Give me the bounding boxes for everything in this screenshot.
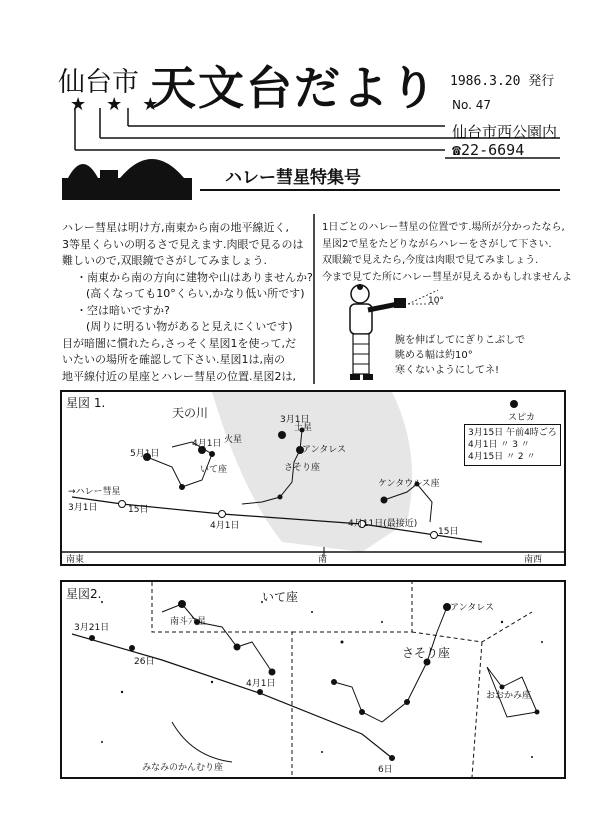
text-line: 今まで見てた所にハレー彗星が見えるかもしれませんよ (322, 271, 572, 283)
constellation-label: 南斗六星 (170, 617, 207, 627)
note-line: 寒くないようにしてネ! (395, 365, 500, 376)
time-row: 4月15日 〃 2 〃 (468, 452, 536, 462)
chart1-label: 星図 1. (66, 396, 106, 410)
text-line: いたいの場所を確認して下さい.星図1は,南の (62, 353, 285, 366)
constellation-label: ケンタウルス座 (378, 479, 440, 489)
date-label: 4月11日(最接近) (348, 519, 418, 529)
phone-number: ☎22-6694 (452, 141, 525, 159)
issue-date: 1986.3.20 発行 (450, 74, 555, 89)
location: 仙台市西公園内 (452, 123, 558, 141)
text-line: ・空は暗いですか? (76, 303, 170, 317)
text-line: (高くなっても10°くらい,かなり低い所です) (86, 287, 305, 300)
star-chart-2 (60, 580, 566, 779)
text-line: 目が暗闇に慣れたら,さっそく星図1を使って,だ (62, 336, 296, 350)
constellation-label: いて座 (200, 465, 228, 475)
constellation-label: いて座 (262, 590, 299, 604)
chart2-label: 星図2. (66, 587, 102, 601)
left-column (62, 220, 313, 385)
date-label: 4月1日 (192, 439, 222, 449)
constellation-label: みなみのかんむり座 (142, 763, 224, 773)
constellation-label: さそり座 (284, 463, 321, 473)
comet-label: →ハレー彗星 (68, 487, 121, 497)
date-label: 3月21日 (74, 623, 110, 633)
text-line: 難しいので,双眼鏡でさがしてみましょう. (62, 254, 267, 267)
text-line: ・南東から南の方向に建物や山はありませんか? (76, 270, 313, 284)
chart1-drawing (62, 392, 564, 564)
column-divider (312, 214, 316, 384)
special-issue-title: ハレー彗星特集号 (225, 168, 361, 188)
text-line: 3等星くらいの明るさで見えます.肉眼で見るのは (62, 237, 304, 251)
text-line: ハレー彗星は明け方,南東から南の地平線近く, (62, 221, 289, 234)
time-row: 3月15日 午前4時ごろ (468, 428, 557, 438)
date-label: 3月1日 (68, 503, 98, 513)
text-line: 星図2で星をたどりながらハレーをさがして下さい. (322, 238, 552, 250)
milky-way-label: 天の川 (172, 406, 209, 420)
constellation-label: さそり座 (402, 646, 451, 660)
text-line: 1日ごとのハレー彗星の位置です.場所が分かったなら, (322, 222, 565, 233)
star-label: アンタレス (302, 445, 347, 455)
date-label: 26日 (134, 657, 155, 667)
planet-label: 火星 (224, 435, 243, 445)
time-row: 4月1日 〃 3 〃 (468, 440, 530, 450)
issue-number: No. 47 (452, 98, 492, 112)
planet-label: 土星 (294, 423, 313, 433)
date-label: 4月1日 (210, 521, 240, 531)
city-name: 仙台市 (58, 67, 139, 98)
note-line: 腕を伸ばしてにぎりこぶしで (395, 335, 525, 346)
star-label: スピカ (508, 413, 536, 423)
direction-label: 南 (318, 555, 328, 565)
direction-label: 南東 (66, 555, 85, 565)
newsletter-title: 天文台だより (150, 61, 438, 115)
text-line: 双眼鏡で見えたら,今度は肉眼で見てみましょう. (322, 255, 539, 266)
star-chart-1 (60, 390, 566, 566)
date-label: 5月1日 (130, 449, 160, 459)
header-stars: ★★★ (70, 94, 179, 115)
observatory-icon (62, 159, 192, 200)
date-label: 15日 (438, 527, 459, 537)
text-line: (周りに明るい物があると見えにくいです) (86, 320, 293, 333)
figure-note (395, 333, 525, 378)
date-label: 6日 (378, 765, 393, 775)
text-line: 地平線付近の星座とハレー彗星の位置.星図2は, (62, 369, 296, 383)
angle-label: 10° (428, 296, 444, 306)
star-label: アンタレス (450, 603, 495, 613)
time-table (464, 424, 561, 466)
date-label: 4月1日 (246, 679, 276, 689)
date-label: 15日 (128, 505, 149, 515)
date-label: 3月1日 (280, 415, 310, 425)
right-column (322, 220, 572, 286)
constellation-label: おおかみ座 (486, 691, 532, 701)
note-line: 眺める幅は約10° (395, 350, 473, 361)
direction-label: 南西 (524, 555, 543, 565)
